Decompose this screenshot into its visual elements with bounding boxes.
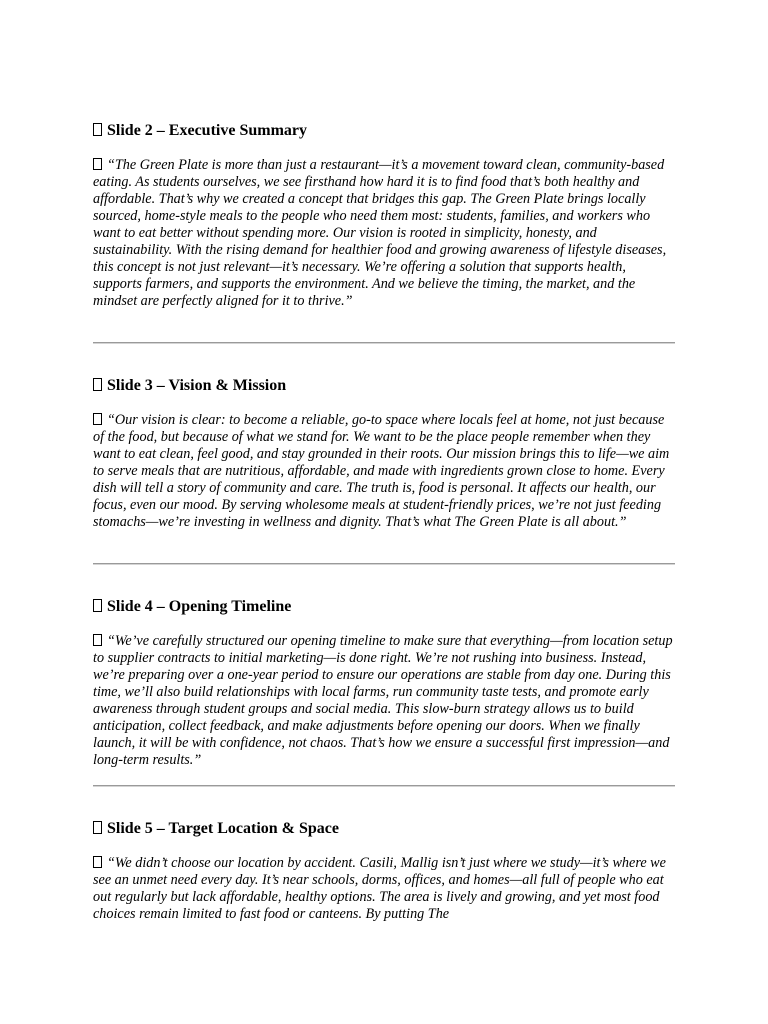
slide-2-quote-text: “The Green Plate is more than just a restaurant—it’s a movement toward clean, community-based eating. As students ourselves, we see firsthand how hard it is to find food that’s both healthy and affordable. That’s why we created a concept that bridges this gap. The Green Plate brings locally sourced, home-style meals to the people who need them most: students, families, and workers who want to eat better without spending more. Our vision is rooted in simplicity, honesty, and sustainability. With the rising demand for healthier food and growing awareness of lifestyle diseases, this concept is not just relevant—it’s necessary. We’re offering a solution that supports health, supports farmers, and supports the environment. And we believe the timing, the market, and the mindset are perfectly aligned for it to thrive.” — [93, 157, 667, 309]
slide-3-quote-text: “Our vision is clear: to become a reliable, go-to space where locals feel at home, not just because of the food, but because of what we stand for. We want to be the place people remember when they want to eat clean, feel good, and stay grounded in their roots. Our mission brings this to life—we aim to serve meals that are nutritious, affordable, and made with ingredients grown close to home. Every dish will tell a story of community and care. The truth is, food is personal. It affects our health, our focus, even our mood. By serving wholesome meals at student-friendly prices, we’re not just feeding stomachs—we’re investing in wellness and dignity. That’s what The Green Plate is all about.” — [93, 412, 670, 530]
slide-5-quote — [93, 855, 675, 923]
slide-2-quote — [93, 157, 675, 310]
missing-glyph-icon — [93, 158, 102, 170]
slide-4-quote-text: “We’ve carefully structured our opening timeline to make sure that everything—from location setup to supplier contracts to initial marketing—is done right. We’re not rushing into business. Instead, we’re preparing over a one-year period to ensure our operations are stable from day one. During this time, we’ll also build relationships with local farms, run community taste tests, and promote early awareness through student groups and social media. This slow-burn strategy allows us to build anticipation, collect feedback, and make adjustments before opening our doors. When we finally launch, it will be with confidence, not chaos. That’s how we ensure a successful first impression—and long-term results.” — [93, 633, 673, 768]
slide-5-heading — [93, 819, 675, 839]
slide-5-heading-text: Slide 5 – Target Location & Space — [107, 820, 340, 837]
slide-2-section — [93, 121, 675, 309]
missing-glyph-icon — [93, 378, 102, 391]
slide-5-quote-text: “We didn’t choose our location by accident. Casili, Mallig isn’t just where we study—it’s where we see an unmet need every day. It’s near schools, dorms, offices, and homes—all full of people who eat out regularly but lack affordable, healthy options. The area is lively and growing, and yet most food choices remain limited to fast food or canteens. By putting The — [93, 855, 666, 922]
slide-3-heading-text: Slide 3 – Vision & Mission — [107, 377, 287, 394]
section-divider — [93, 342, 675, 344]
missing-glyph-icon — [93, 856, 102, 868]
missing-glyph-icon — [93, 821, 102, 834]
slide-3-section — [93, 376, 675, 530]
slide-4-heading — [93, 597, 675, 617]
missing-glyph-icon — [93, 123, 102, 136]
slide-4-quote — [93, 633, 675, 769]
slide-3-quote — [93, 412, 675, 531]
missing-glyph-icon — [93, 634, 102, 646]
slide-4-heading-text: Slide 4 – Opening Timeline — [107, 598, 292, 615]
section-divider — [93, 785, 675, 787]
slide-4-section — [93, 597, 675, 768]
slide-2-heading — [93, 121, 675, 141]
slide-3-heading — [93, 376, 675, 396]
missing-glyph-icon — [93, 413, 102, 425]
section-divider — [93, 563, 675, 565]
slide-2-heading-text: Slide 2 – Executive Summary — [107, 122, 307, 139]
missing-glyph-icon — [93, 599, 102, 612]
slide-5-section — [93, 819, 675, 922]
